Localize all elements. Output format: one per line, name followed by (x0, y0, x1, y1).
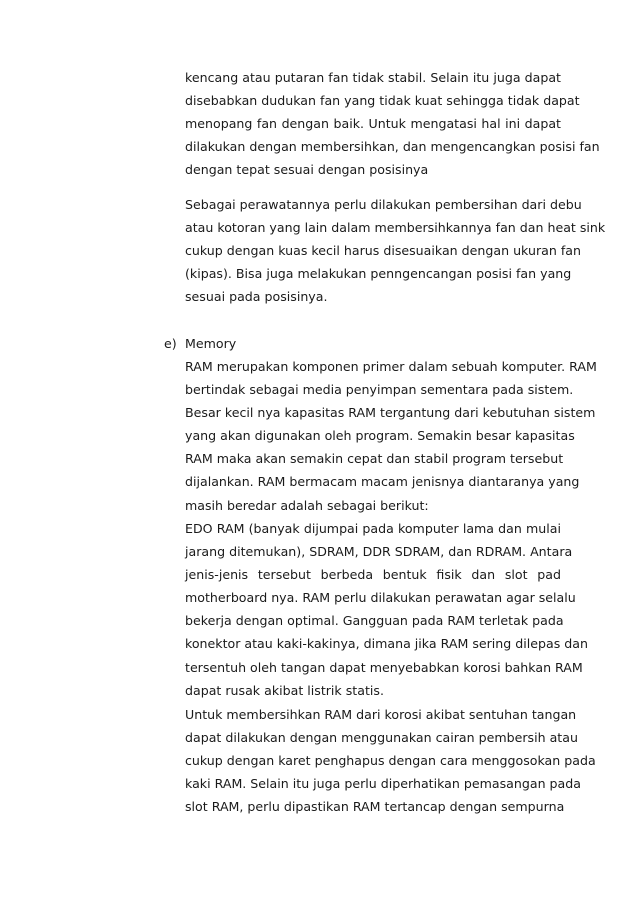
text-line: masih beredar adalah sebagai berikut: (185, 497, 429, 513)
text-line: tersentuh oleh tangan dapat menyebabkan korosi bahkan RAM (185, 659, 583, 675)
text-line: EDO RAM (banyak dijumpai pada komputer lama dan mulai (185, 521, 561, 536)
text-line: (kipas). Bisa juga melakukan penngencangan posisi fan yang (185, 266, 572, 282)
section-title: Memory (185, 336, 237, 351)
text-line: jenis-jenis tersebut berbeda bentuk fisik dan slot pad (185, 567, 561, 583)
text-line: atau kotoran yang lain dalam membersihkannya fan dan heat sink (185, 220, 606, 236)
text-line: bekerja dengan optimal. Gangguan pada RAM terletak pada (185, 613, 564, 629)
paragraph-ram-intro (185, 355, 597, 517)
paragraph-ram-types (185, 517, 588, 702)
text-line: bertindak sebagai media penyimpan sementara pada sistem. (185, 382, 574, 398)
text-line: motherboard nya. RAM perlu dilakukan perawatan agar selalu (185, 590, 576, 606)
text-line: konektor atau kaki-kakinya, dimana jika RAM sering dilepas dan (185, 636, 588, 652)
text-line: dapat rusak akibat listrik statis. (185, 682, 384, 698)
text-line: kencang atau putaran fan tidak stabil. Selain itu juga dapat (185, 70, 561, 85)
section-heading-memory (164, 332, 236, 355)
text-line: cukup dengan kuas kecil harus disesuaikan dengan ukuran fan (185, 243, 581, 259)
paragraph-ram-cleaning (185, 703, 596, 818)
text-line: menopang fan dengan baik. Untuk mengatasi hal ini dapat (185, 116, 561, 132)
text-line: Untuk membersihkan RAM dari korosi akibat sentuhan tangan (185, 707, 577, 722)
text-line: disebabkan dudukan fan yang tidak kuat sehingga tidak dapat (185, 93, 580, 109)
text-line: jarang ditemukan), SDRAM, DDR SDRAM, dan RDRAM. Antara (185, 544, 573, 560)
text-line: dijalankan. RAM bermacam macam jenisnya diantaranya yang (185, 474, 580, 490)
text-line: RAM merupakan komponen primer dalam sebuah komputer. RAM (185, 359, 597, 374)
text-line: dilakukan dengan membersihkan, dan mengencangkan posisi fan (185, 139, 600, 155)
text-line: sesuai pada posisinya. (185, 289, 328, 305)
text-line: dapat dilakukan dengan menggunakan cairan pembersih atau (185, 730, 578, 746)
text-line: Besar kecil nya kapasitas RAM tergantung dari kebutuhan sistem (185, 405, 596, 421)
text-line: Sebagai perawatannya perlu dilakukan pembersihan dari debu (185, 197, 582, 212)
paragraph-fan-problem (185, 66, 600, 181)
text-line: yang akan digunakan oleh program. Semakin besar kapasitas (185, 428, 575, 444)
text-line: cukup dengan karet penghapus dengan cara menggosokan pada (185, 753, 596, 769)
text-line: RAM maka akan semakin cepat dan stabil program tersebut (185, 451, 564, 467)
text-line: dengan tepat sesuai dengan posisinya (185, 162, 429, 178)
text-line: kaki RAM. Selain itu juga perlu diperhatikan pemasangan pada (185, 776, 581, 792)
text-line: slot RAM, perlu dipastikan RAM tertancap dengan sempurna (185, 799, 565, 815)
paragraph-fan-maintenance (185, 193, 606, 308)
list-marker: e) (164, 336, 177, 351)
